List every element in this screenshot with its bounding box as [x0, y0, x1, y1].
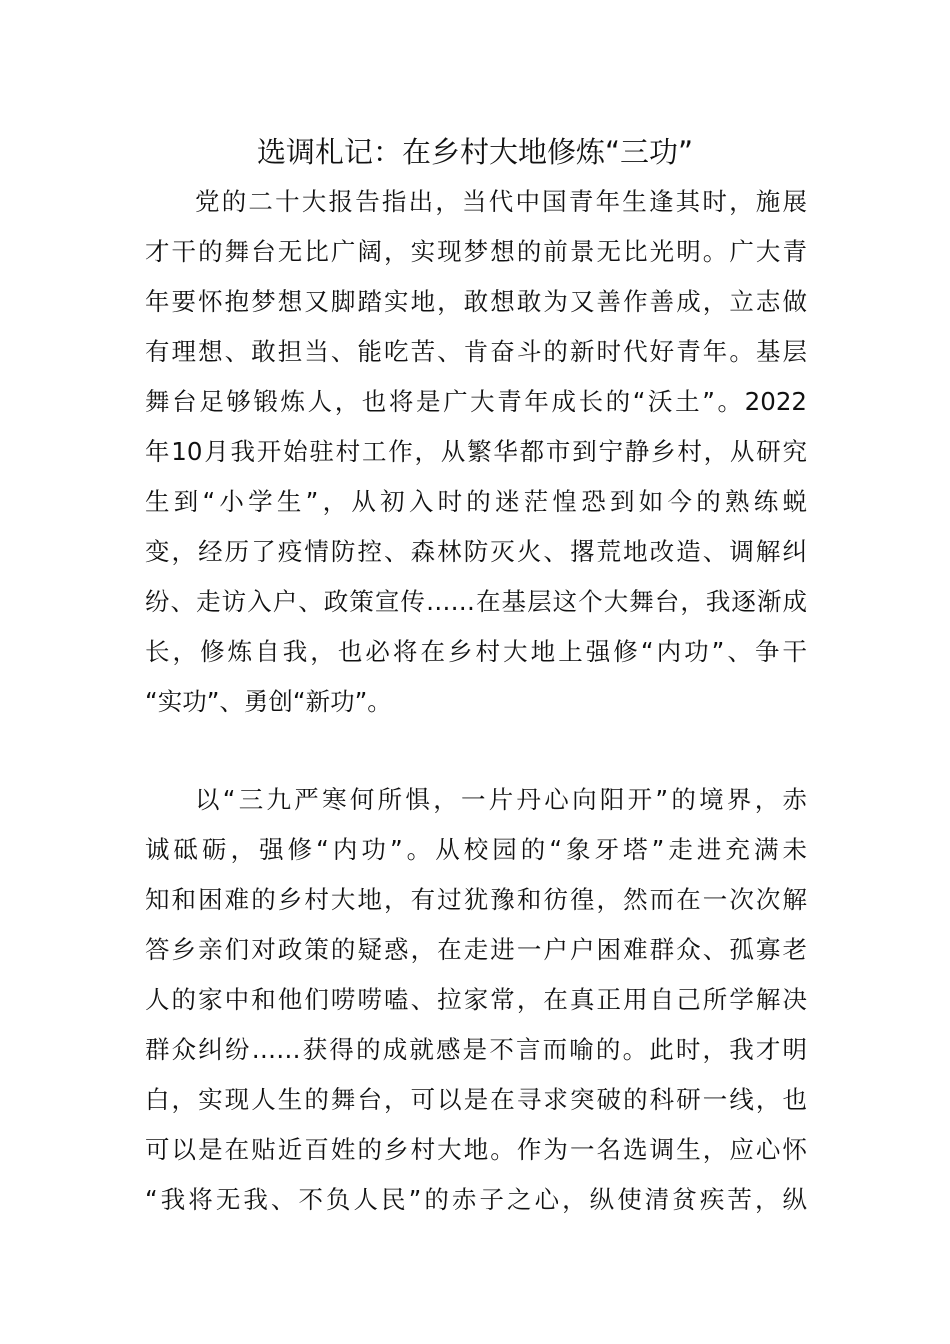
text-line: 纷、走访入户、政策宣传……在基层这个大舞台，我逐渐成: [145, 587, 807, 616]
text-line: 可以是在贴近百姓的乡村大地。作为一名选调生，应心怀: [145, 1135, 807, 1164]
text-line: 年10月我开始驻村工作，从繁华都市到宁静乡村，从研究: [145, 437, 807, 466]
paragraph-1: [145, 177, 807, 727]
text-line: 变，经历了疫情防控、森林防灭火、撂荒地改造、调解纠: [145, 537, 807, 566]
text-line: 白，实现人生的舞台，可以是在寻求突破的科研一线，也: [145, 1085, 807, 1114]
text-line: 长，修炼自我，也必将在乡村大地上强修“内功”、争干: [145, 637, 807, 666]
text-line: 舞台足够锻炼人，也将是广大青年成长的“沃土”。2022: [145, 387, 807, 416]
text-line: 才干的舞台无比广阔，实现梦想的前景无比光明。广大青: [145, 237, 807, 266]
text-line: 以“三九严寒何所惧，一片丹心向阳开”的境界，赤: [195, 785, 807, 814]
text-line: 知和困难的乡村大地，有过犹豫和彷徨，然而在一次次解: [145, 885, 807, 914]
text-line: 党的二十大报告指出，当代中国青年生逢其时，施展: [195, 187, 807, 216]
text-line: 生到“小学生”，从初入时的迷茫惶恐到如今的熟练蜕: [145, 487, 807, 516]
text-line: “实功”、勇创“新功”。: [145, 687, 392, 716]
text-line: 年要怀抱梦想又脚踏实地，敢想敢为又善作善成，立志做: [145, 287, 807, 316]
text-line: “我将无我、不负人民”的赤子之心，纵使清贫疾苦，纵: [145, 1185, 807, 1214]
text-line: 人的家中和他们唠唠嗑、拉家常，在真正用自己所学解决: [145, 985, 807, 1014]
document-title: 选调札记：在乡村大地修炼“三功”: [256, 135, 694, 169]
text-line: 群众纠纷……获得的成就感是不言而喻的。此时，我才明: [145, 1035, 807, 1064]
text-line: 有理想、敢担当、能吃苦、肯奋斗的新时代好青年。基层: [145, 337, 807, 366]
text-line: 答乡亲们对政策的疑惑，在走进一户户困难群众、孤寡老: [145, 935, 807, 964]
text-line: 诚砥砺，强修“内功”。从校园的“象牙塔”走进充满未: [145, 835, 807, 864]
paragraph-2: [145, 775, 807, 1225]
